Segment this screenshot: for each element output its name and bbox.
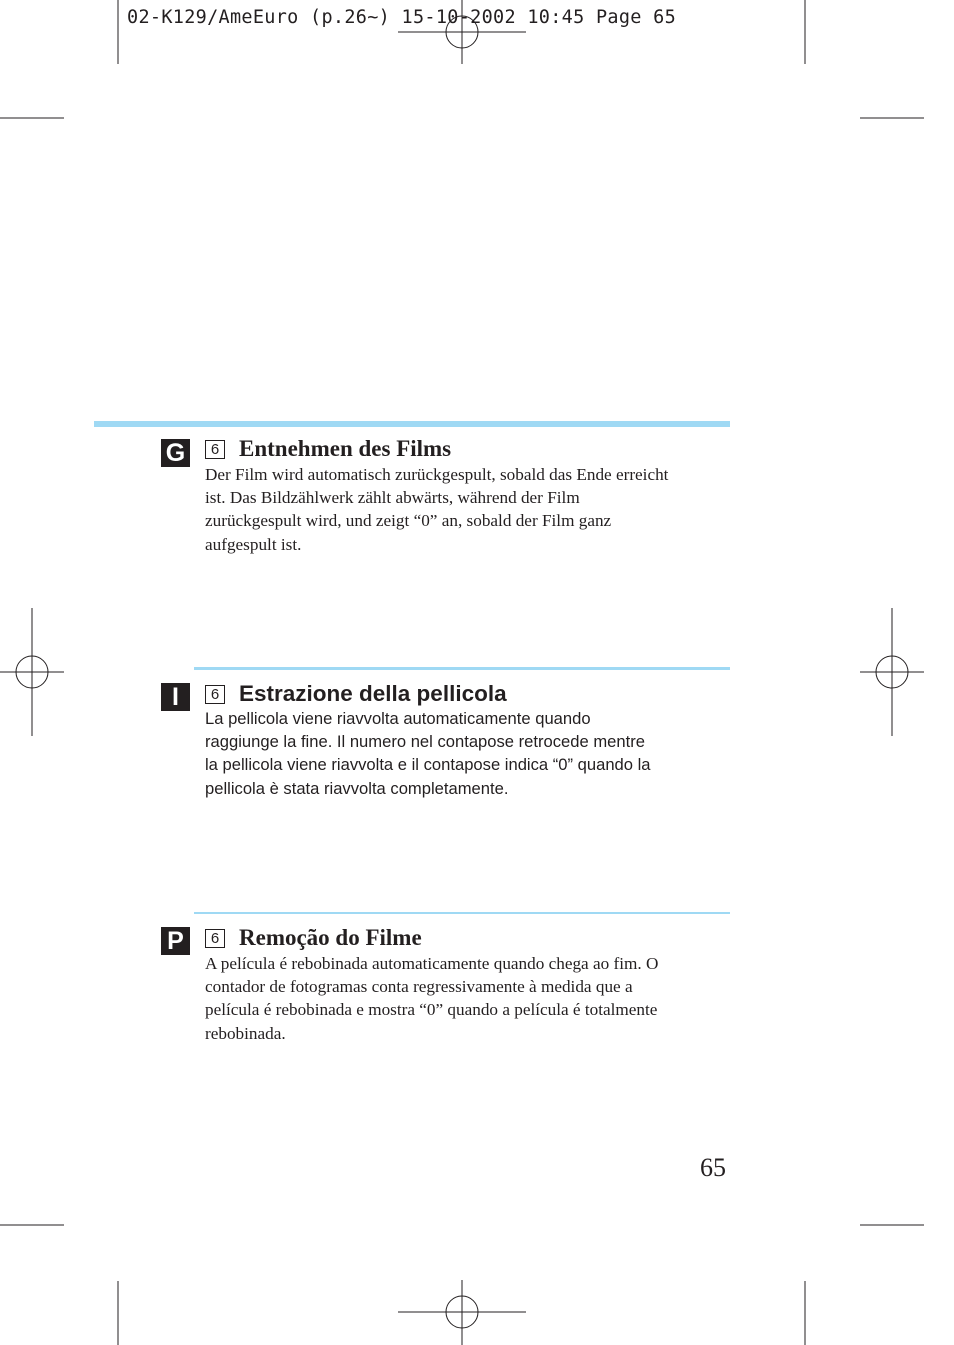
section-german	[205, 436, 730, 556]
body-line: A película é rebobinada automaticamente quando chega ao fim. O	[205, 954, 659, 973]
body-line: contador de fotogramas conta regressivamente à medida que a	[205, 977, 633, 997]
body-line: raggiunge la fine. Il numero nel contapose retrocede mentre	[205, 732, 646, 752]
section-title: Remoção do Filme	[239, 925, 422, 950]
section-heading	[205, 436, 730, 462]
section-body	[205, 952, 730, 1045]
section-body	[205, 707, 730, 800]
section-rule-middle	[194, 667, 730, 670]
section-portuguese	[205, 925, 730, 1045]
language-badge-portuguese: P	[161, 927, 190, 955]
section-title: Estrazione della pellicola	[239, 681, 507, 706]
section-body	[205, 463, 730, 556]
printer-slug: 02-K129/AmeEuro (p.26~) 15-10-2002 10:45 Page 65	[127, 7, 677, 28]
section-italian	[205, 681, 730, 800]
page-number: 65	[700, 1153, 726, 1182]
step-number: 6	[205, 685, 225, 704]
body-line: La pellicola viene riavvolta automaticamente quando	[205, 709, 591, 728]
body-line: ist. Das Bildzählwerk zählt abwärts, während der Film	[205, 488, 580, 508]
body-line: película é rebobinada e mostra “0” quando a película é totalmente	[205, 1000, 658, 1020]
body-line: aufgespult ist.	[205, 534, 302, 554]
body-line: pellicola è stata riavvolta completamente.	[205, 778, 509, 798]
body-line: zurückgespult wird, und zeigt “0” an, sobald der Film ganz	[205, 511, 612, 531]
body-line: Der Film wird automatisch zurückgespult, sobald das Ende erreicht	[205, 465, 669, 484]
section-rule-top	[94, 421, 730, 427]
step-number: 6	[205, 440, 225, 459]
language-badge-italian: I	[161, 683, 190, 711]
section-title: Entnehmen des Films	[239, 436, 452, 461]
body-line: la pellicola viene riavvolta e il contapose indica “0” quando la	[205, 755, 651, 775]
step-number: 6	[205, 929, 225, 948]
section-heading	[205, 681, 730, 707]
section-heading	[205, 925, 730, 951]
section-rule-bottom	[194, 912, 730, 914]
language-badge-german: G	[161, 439, 190, 467]
body-line: rebobinada.	[205, 1023, 286, 1043]
